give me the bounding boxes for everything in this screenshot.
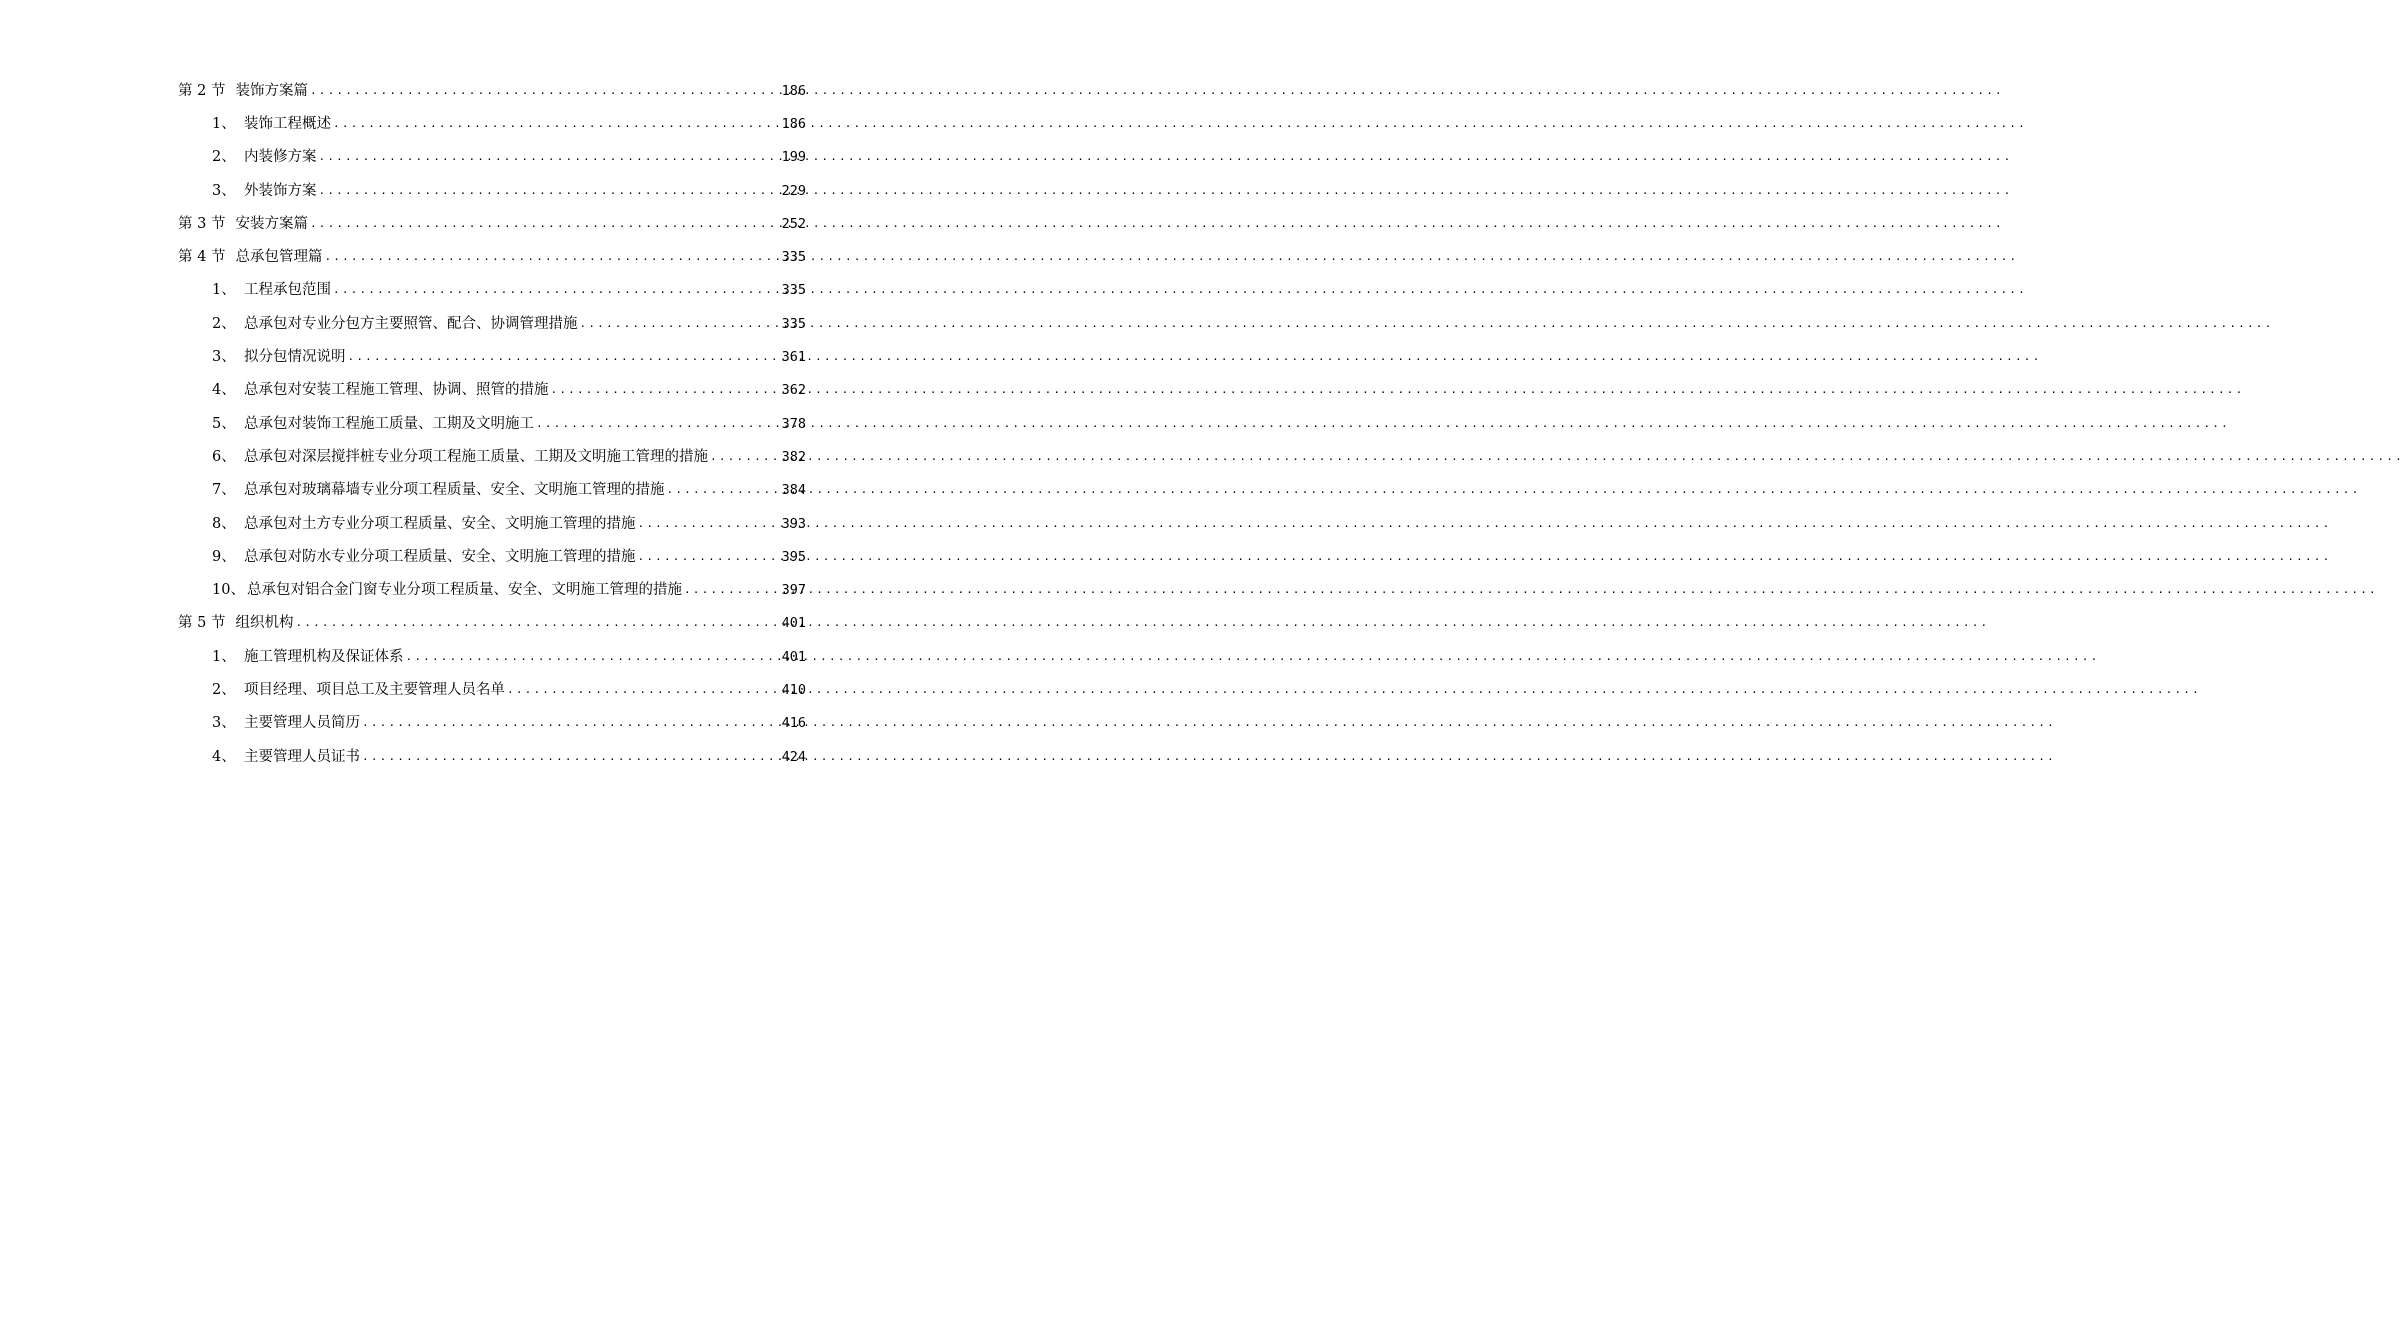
toc-entry-title: 总承包对装饰工程施工质量、工期及文明施工	[244, 415, 534, 432]
toc-dot-leader	[549, 380, 782, 400]
toc-entry-label	[212, 747, 360, 767]
toc-entry-number: 3、	[212, 182, 236, 199]
toc-entry-label	[212, 147, 317, 167]
toc-entry-number: 8、	[212, 515, 236, 532]
toc-entry-label	[212, 380, 549, 400]
toc-entry-label	[178, 613, 293, 633]
toc-dot-leader	[317, 147, 782, 167]
toc-entry-label	[212, 514, 636, 534]
toc-page-number: 335	[781, 282, 806, 299]
toc-page-number: 410	[781, 681, 806, 698]
toc-entry-label	[178, 214, 308, 234]
toc-entry-number: 10、	[212, 582, 245, 599]
toc-entry-label	[212, 280, 331, 300]
toc-entry-number: 2、	[212, 149, 236, 166]
toc-entry-label	[212, 114, 331, 134]
toc-entry-title: 总承包对铝合金门窗专业分项工程质量、安全、文明施工管理的措施	[246, 582, 682, 599]
toc-page-number: 199	[781, 149, 806, 166]
toc-page-number: 335	[781, 249, 806, 266]
toc-section-entry[interactable]	[178, 240, 806, 273]
toc-dot-leader	[708, 447, 782, 467]
toc-page-number: 335	[781, 315, 806, 332]
toc-dot-leader	[331, 114, 782, 134]
toc-subsection-entry[interactable]	[178, 274, 806, 307]
toc-page-number: 382	[781, 448, 806, 465]
toc-page-number: 416	[781, 715, 806, 732]
toc-subsection-entry[interactable]	[178, 507, 806, 540]
toc-entry-title: 总承包对玻璃幕墙专业分项工程质量、安全、文明施工管理的措施	[244, 482, 665, 499]
toc-entry-number: 3、	[212, 349, 236, 366]
toc-dot-leader	[636, 547, 782, 567]
toc-entry-label	[212, 447, 708, 467]
toc-entry-number: 2、	[212, 315, 236, 332]
toc-entry-number: 1、	[212, 282, 236, 299]
toc-subsection-entry[interactable]	[178, 107, 806, 140]
toc-entry-number: 4、	[212, 748, 236, 765]
toc-entry-number: 1、	[212, 115, 236, 132]
toc-entry-number: 5、	[212, 415, 236, 432]
toc-entry-title: 总承包对专业分包方主要照管、配合、协调管理措施	[244, 315, 578, 332]
toc-entry-title: 外装饰方案	[244, 182, 317, 199]
toc-entry-label	[212, 181, 317, 201]
toc-entry-label	[212, 713, 360, 733]
toc-section-entry[interactable]	[178, 207, 806, 240]
toc-dot-leader	[360, 713, 782, 733]
toc-subsection-entry[interactable]	[178, 740, 806, 773]
toc-subsection-entry[interactable]	[178, 573, 806, 606]
toc-dot-leader	[317, 181, 782, 201]
toc-entry-number: 9、	[212, 548, 236, 565]
toc-dot-leader	[346, 347, 782, 367]
toc-dot-leader	[665, 480, 782, 500]
toc-dot-leader	[308, 214, 782, 234]
toc-entry-title: 总承包对安装工程施工管理、协调、照管的措施	[244, 382, 549, 399]
toc-dot-leader	[404, 647, 782, 667]
toc-subsection-entry[interactable]	[178, 340, 806, 373]
toc-entry-title: 主要管理人员简历	[244, 715, 360, 732]
toc-entry-title: 总承包对深层搅拌桩专业分项工程施工质量、工期及文明施工管理的措施	[244, 448, 708, 465]
toc-entry-title: 装饰工程概述	[244, 115, 331, 132]
toc-entry-label	[212, 314, 578, 334]
toc-dot-leader	[331, 280, 782, 300]
toc-page-number: 393	[781, 515, 806, 532]
toc-entry-number: 3、	[212, 715, 236, 732]
toc-page-number: 229	[781, 182, 806, 199]
toc-entry-number: 第 3 节	[178, 215, 226, 232]
toc-entry-number: 1、	[212, 648, 236, 665]
toc-entry-label	[212, 414, 534, 434]
toc-entry-title: 组织机构	[235, 615, 294, 632]
toc-page-number: 186	[781, 82, 806, 99]
toc-entry-label	[212, 480, 665, 500]
toc-page-number: 401	[781, 648, 806, 665]
toc-dot-leader	[322, 247, 781, 267]
toc-entry-label	[212, 647, 404, 667]
toc-subsection-entry[interactable]	[178, 707, 806, 740]
toc-dot-leader	[682, 580, 782, 600]
toc-dot-leader	[308, 81, 782, 101]
toc-dot-leader	[636, 514, 782, 534]
toc-subsection-entry[interactable]	[178, 374, 806, 407]
toc-page-number: 362	[781, 382, 806, 399]
toc-entry-title: 工程承包范围	[244, 282, 331, 299]
toc-entry-title: 拟分包情况说明	[244, 349, 346, 366]
toc-entry-title: 施工管理机构及保证体系	[244, 648, 404, 665]
toc-entry-title: 总承包管理篇	[235, 249, 323, 266]
toc-subsection-entry[interactable]	[178, 307, 806, 340]
table-of-contents	[178, 74, 806, 773]
toc-subsection-entry[interactable]	[178, 673, 806, 706]
toc-page-number: 395	[781, 548, 806, 565]
toc-page-number: 397	[781, 582, 806, 599]
toc-subsection-entry[interactable]	[178, 540, 806, 573]
toc-entry-label	[212, 580, 682, 600]
toc-page-number: 384	[781, 482, 806, 499]
toc-entry-title: 项目经理、项目总工及主要管理人员名单	[244, 681, 505, 698]
toc-page-number: 424	[781, 748, 806, 765]
toc-page-number: 361	[781, 349, 806, 366]
toc-page-number: 252	[781, 215, 806, 232]
toc-entry-number: 第 5 节	[178, 615, 226, 632]
toc-entry-number: 第 2 节	[178, 82, 226, 99]
toc-entry-title: 装饰方案篇	[235, 82, 308, 99]
toc-page-number: 186	[781, 115, 806, 132]
toc-entry-title: 安装方案篇	[235, 215, 308, 232]
toc-entry-label	[178, 81, 308, 101]
toc-page-number: 378	[781, 415, 806, 432]
toc-subsection-entry[interactable]	[178, 440, 806, 473]
toc-entry-number: 6、	[212, 448, 236, 465]
toc-entry-label	[212, 547, 636, 567]
toc-dot-leader	[293, 613, 781, 633]
toc-entry-title: 总承包对土方专业分项工程质量、安全、文明施工管理的措施	[244, 515, 636, 532]
toc-section-entry[interactable]	[178, 607, 806, 640]
toc-entry-label	[212, 680, 505, 700]
toc-entry-title: 总承包对防水专业分项工程质量、安全、文明施工管理的措施	[244, 548, 636, 565]
toc-entry-number: 第 4 节	[178, 249, 226, 266]
toc-dot-leader	[578, 314, 782, 334]
toc-entry-number: 2、	[212, 681, 236, 698]
toc-dot-leader	[534, 414, 782, 434]
toc-entry-title: 主要管理人员证书	[244, 748, 360, 765]
toc-entry-title: 内装修方案	[244, 149, 317, 166]
toc-subsection-entry[interactable]	[178, 141, 806, 174]
toc-subsection-entry[interactable]	[178, 640, 806, 673]
toc-dot-leader	[360, 747, 782, 767]
toc-entry-number: 7、	[212, 482, 236, 499]
toc-dot-leader	[505, 680, 782, 700]
toc-page-number: 401	[781, 615, 806, 632]
toc-subsection-entry[interactable]	[178, 174, 806, 207]
toc-section-entry[interactable]	[178, 74, 806, 107]
toc-entry-number: 4、	[212, 382, 236, 399]
toc-entry-label	[178, 247, 322, 267]
toc-subsection-entry[interactable]	[178, 407, 806, 440]
toc-subsection-entry[interactable]	[178, 474, 806, 507]
toc-entry-label	[212, 347, 346, 367]
